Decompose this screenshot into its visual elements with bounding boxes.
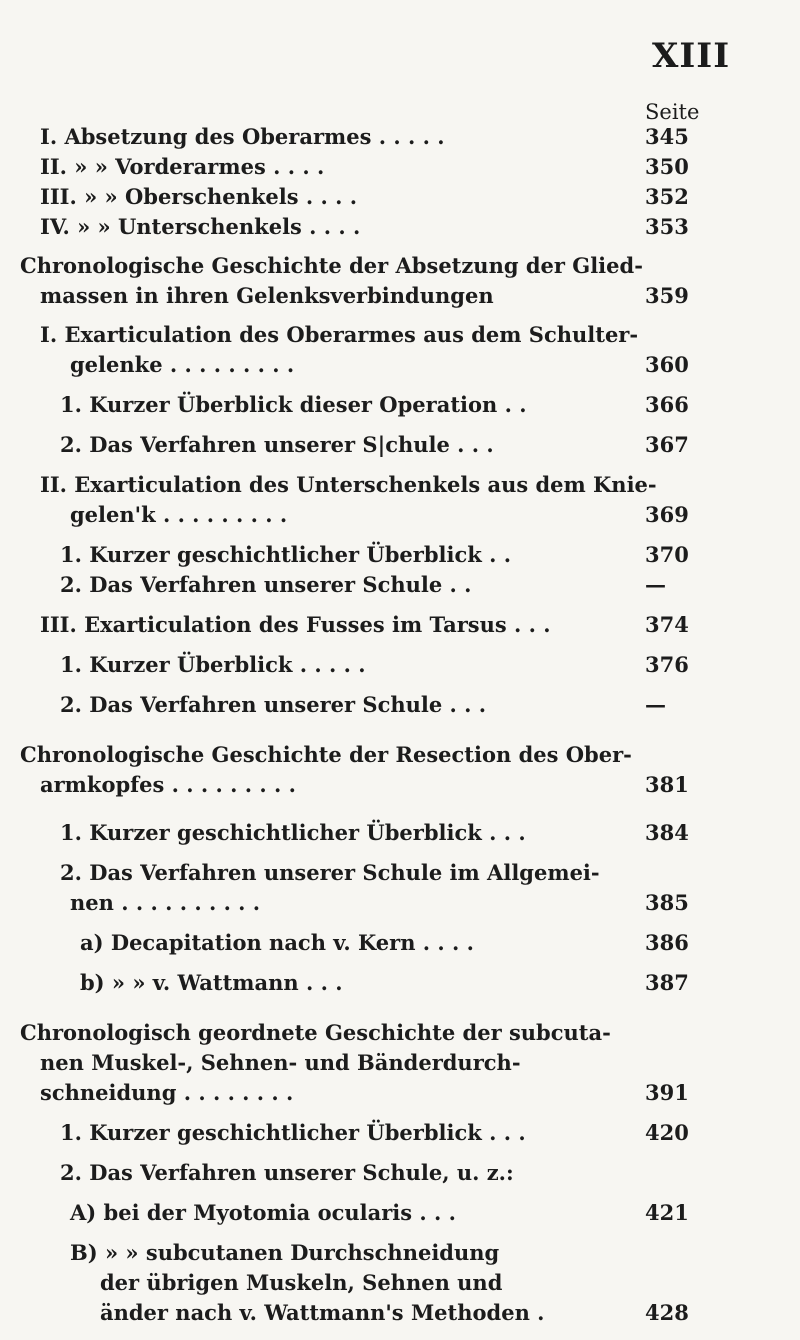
toc-entry-text: IV. » » Unterschenkels . . . . xyxy=(40,214,361,239)
column-header: Seite xyxy=(645,100,700,124)
toc-entry-page: 387 xyxy=(645,970,689,995)
toc-entry-text: a) Decapitation nach v. Kern . . . . xyxy=(80,930,474,955)
toc-entry-text: gelen'k . . . . . . . . . xyxy=(70,502,288,527)
toc-entry-text: b) » » v. Wattmann . . . xyxy=(80,970,343,995)
toc-entry-text: nen . . . . . . . . . . xyxy=(70,890,261,915)
toc-entry-page: 386 xyxy=(645,930,689,955)
toc-entry-page: 428 xyxy=(645,1300,689,1325)
toc-entry-page: — xyxy=(645,572,666,597)
toc-entry-page: 376 xyxy=(645,652,689,677)
toc-entry-text: 1. Kurzer Überblick dieser Operation . . xyxy=(60,392,527,417)
toc-entry-text: 1. Kurzer Überblick . . . . . xyxy=(60,652,366,677)
toc-entry-text: der übrigen Muskeln, Sehnen und xyxy=(100,1270,503,1295)
toc-entry-text: A) bei der Myotomia ocularis . . . xyxy=(70,1200,456,1225)
toc-entry-text: III. Exarticulation des Fusses im Tarsus . . . xyxy=(40,612,551,637)
toc-entry-text: gelenke . . . . . . . . . xyxy=(70,352,295,377)
toc-entry-text: 2. Das Verfahren unserer Schule . . . xyxy=(60,692,487,717)
toc-entry-page: 366 xyxy=(645,392,689,417)
toc-entry-text: III. » » Oberschenkels . . . . xyxy=(40,184,358,209)
toc-entry-page: 391 xyxy=(645,1080,689,1105)
toc-entry-text: schneidung . . . . . . . . xyxy=(40,1080,294,1105)
toc-entry-page: 421 xyxy=(645,1200,689,1225)
toc-entry-text: Chronologische Geschichte der Resection des Ober- xyxy=(20,742,632,767)
toc-entry-text: B) » » subcutanen Durchschneidung xyxy=(70,1240,500,1265)
toc-entry-text: 2. Das Verfahren unserer Schule . . xyxy=(60,572,472,597)
toc-entry-page: 384 xyxy=(645,820,689,845)
toc-entry-page: 369 xyxy=(645,502,689,527)
toc-entry-page: — xyxy=(645,692,666,717)
toc-entry-text: I. Absetzung des Oberarmes . . . . . xyxy=(40,124,445,149)
toc-entry-page: 370 xyxy=(645,542,689,567)
toc-entry-page: 420 xyxy=(645,1120,689,1145)
page-number: XIII xyxy=(652,36,731,76)
toc-entry-text: Chronologische Geschichte der Absetzung der Glied- xyxy=(20,253,643,278)
toc-entry-text: II. Exarticulation des Unterschenkels aus dem Knie- xyxy=(40,472,657,497)
toc-entry-page: 353 xyxy=(645,214,689,239)
toc-entry-page: 367 xyxy=(645,432,689,457)
toc-entry-page: 350 xyxy=(645,154,689,179)
toc-entry-page: 360 xyxy=(645,352,689,377)
toc-entry-text: 1. Kurzer geschichtlicher Überblick . . . xyxy=(60,1120,526,1145)
toc-entry-page: 374 xyxy=(645,612,689,637)
toc-entry-page: 352 xyxy=(645,184,689,209)
toc-entry-page: 359 xyxy=(645,283,689,308)
toc-entry-text: 2. Das Verfahren unserer Schule im Allgemei- xyxy=(60,860,600,885)
toc-entry-text: I. Exarticulation des Oberarmes aus dem Schulter- xyxy=(40,322,639,347)
toc-entry-text: II. » » Vorderarmes . . . . xyxy=(40,154,325,179)
toc-entry-text: 2. Das Verfahren unserer S|chule . . . xyxy=(60,432,494,457)
toc-entry-text: 1. Kurzer geschichtlicher Überblick . . xyxy=(60,542,512,567)
toc-entry-text: 1. Kurzer geschichtlicher Überblick . . . xyxy=(60,820,526,845)
toc-entry-page: 345 xyxy=(645,124,689,149)
toc-entry-page: 381 xyxy=(645,772,689,797)
toc-entry-page: 385 xyxy=(645,890,689,915)
toc-entry-text: Chronologisch geordnete Geschichte der subcuta- xyxy=(20,1020,611,1045)
toc-entry-text: nen Muskel-, Sehnen- und Bänderdurch- xyxy=(40,1050,521,1075)
toc-entry-text: massen in ihren Gelenksverbindungen xyxy=(40,283,494,308)
toc-entry-text: änder nach v. Wattmann's Methoden . xyxy=(100,1300,545,1325)
toc-entry-text: armkopfes . . . . . . . . . xyxy=(40,772,296,797)
toc-entry-text: 2. Das Verfahren unserer Schule, u. z.: xyxy=(60,1160,514,1185)
